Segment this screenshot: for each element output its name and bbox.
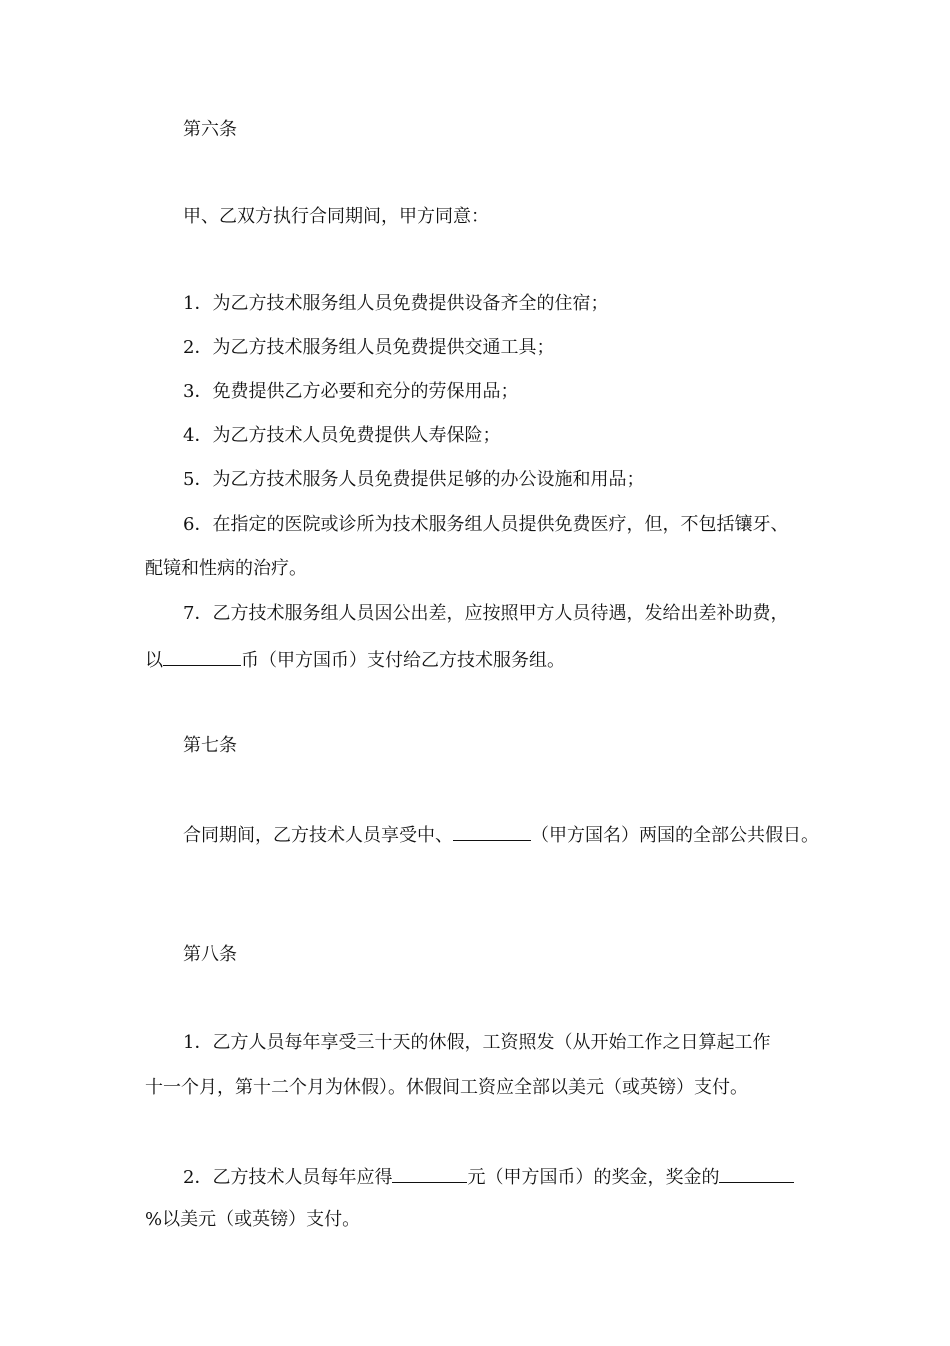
article7-text bbox=[183, 822, 819, 847]
item2-text-mid: 元（甲方国币）的奖金，奖金的 bbox=[467, 1167, 720, 1188]
item2-text-pre: 2．乙方技术人员每年应得 bbox=[183, 1167, 393, 1188]
country-name-blank bbox=[453, 822, 531, 841]
item7-text-post: 币（甲方国币）支付给乙方技术服务组。 bbox=[241, 650, 565, 671]
article7-heading: 第七条 bbox=[183, 735, 237, 756]
article6-item-4: 4．为乙方技术人员免费提供人寿保险； bbox=[183, 425, 501, 446]
article8-item-1-line1: 1．乙方人员每年享受三十天的休假，工资照发（从开始工作之日算起工作 bbox=[183, 1032, 771, 1053]
currency-blank bbox=[163, 647, 241, 666]
article6-item-7-line2 bbox=[145, 647, 565, 672]
article6-item-2: 2．为乙方技术服务组人员免费提供交通工具； bbox=[183, 337, 555, 358]
article6-item-6-line2: 配镜和性病的治疗。 bbox=[145, 558, 307, 579]
article6-item-7-line1: 7．乙方技术服务组人员因公出差，应按照甲方人员待遇，发给出差补助费， bbox=[183, 603, 789, 624]
article6-item-3: 3．免费提供乙方必要和充分的劳保用品； bbox=[183, 381, 519, 402]
article6-intro: 甲、乙双方执行合同期间，甲方同意： bbox=[183, 206, 489, 227]
article6-item-6-line1: 6．在指定的医院或诊所为技术服务组人员提供免费医疗，但，不包括镶牙、 bbox=[183, 514, 789, 535]
article7-text-post: （甲方国名）两国的全部公共假日。 bbox=[531, 825, 819, 846]
bonus-amount-blank bbox=[392, 1164, 467, 1183]
article6-item-1: 1．为乙方技术服务组人员免费提供设备齐全的住宿； bbox=[183, 293, 609, 314]
item7-text-pre: 以 bbox=[145, 650, 163, 671]
article8-item-2-line2: %以美元（或英镑）支付。 bbox=[145, 1209, 361, 1230]
article6-heading: 第六条 bbox=[183, 119, 237, 140]
bonus-percent-blank bbox=[719, 1164, 794, 1183]
article8-item-2-line1 bbox=[183, 1164, 794, 1189]
article8-item-1-line2: 十一个月，第十二个月为休假）。休假间工资应全部以美元（或英镑）支付。 bbox=[145, 1077, 748, 1098]
article6-item-5: 5．为乙方技术服务人员免费提供足够的办公设施和用品； bbox=[183, 469, 645, 490]
article7-text-pre: 合同期间，乙方技术人员享受中、 bbox=[183, 825, 453, 846]
article8-heading: 第八条 bbox=[183, 944, 237, 965]
